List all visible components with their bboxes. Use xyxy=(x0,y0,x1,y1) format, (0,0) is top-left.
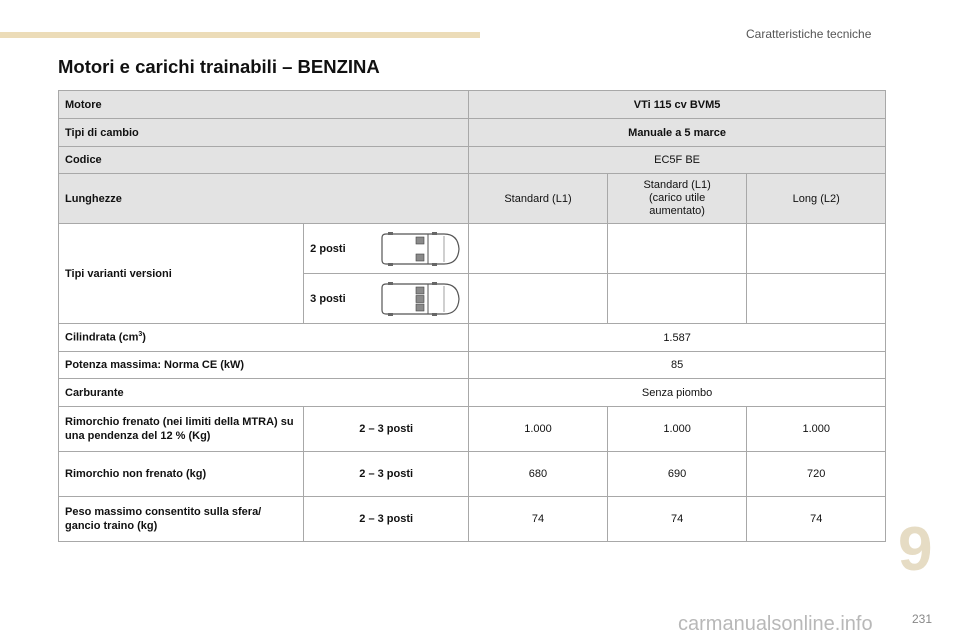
table-row-peso-sfera xyxy=(59,497,886,542)
rimorchio-frenato-value: 1.000 xyxy=(607,407,747,452)
page-title: Motori e carichi trainabili – BENZINA xyxy=(58,56,380,77)
van-3-seats-icon xyxy=(380,279,462,319)
empty-cell xyxy=(607,224,747,274)
section-label: Caratteristiche tecniche xyxy=(746,27,872,41)
carburante-value: Senza piombo xyxy=(469,379,886,407)
rimorchio-non-frenato-label: Rimorchio non frenato (kg) xyxy=(59,452,304,497)
motore-label: Motore xyxy=(59,91,469,119)
rimorchio-frenato-label: Rimorchio frenato (nei limiti della MTRA) su una pendenza del 12 % (Kg) xyxy=(59,407,304,452)
rimorchio-frenato-value: 1.000 xyxy=(469,407,608,452)
lunghezze-col2: Standard (L1) (carico utile aumentato) xyxy=(607,174,747,224)
carburante-label: Carburante xyxy=(59,379,469,407)
watermark: carmanualsonline.info xyxy=(678,613,873,635)
table-row-cambio xyxy=(59,119,886,147)
empty-cell xyxy=(747,224,886,274)
chapter-number: 9 xyxy=(898,515,933,584)
header-accent-bar xyxy=(0,32,480,38)
motore-value: VTi 115 cv BVM5 xyxy=(469,91,886,119)
peso-sfera-value: 74 xyxy=(607,497,747,542)
peso-sfera-value: 74 xyxy=(469,497,608,542)
cambio-value: Manuale a 5 marce xyxy=(469,119,886,147)
rimorchio-non-frenato-value: 680 xyxy=(469,452,608,497)
peso-sfera-value: 74 xyxy=(747,497,886,542)
page-number: 231 xyxy=(912,612,933,626)
varianti-label: Tipi varianti versioni xyxy=(59,224,304,324)
variant-2-posti-label: 2 posti xyxy=(310,242,346,255)
table-row-rimorchio-frenato xyxy=(59,407,886,452)
empty-cell xyxy=(607,274,747,324)
peso-sfera-posti: 2 – 3 posti xyxy=(304,497,469,542)
rimorchio-non-frenato-posti: 2 – 3 posti xyxy=(304,452,469,497)
lunghezze-col1: Standard (L1) xyxy=(469,174,608,224)
table-row-rimorchio-non-frenato xyxy=(59,452,886,497)
potenza-value: 85 xyxy=(469,352,886,379)
codice-value: EC5F BE xyxy=(469,147,886,174)
potenza-label: Potenza massima: Norma CE (kW) xyxy=(59,352,469,379)
rimorchio-frenato-value: 1.000 xyxy=(747,407,886,452)
empty-cell xyxy=(469,224,608,274)
cilindrata-value: 1.587 xyxy=(469,324,886,352)
table-row-lunghezze xyxy=(59,174,886,224)
table-row-potenza xyxy=(59,352,886,379)
table-row-varianti-2 xyxy=(59,224,886,274)
specs-table xyxy=(58,90,886,542)
variant-3-posti-label: 3 posti xyxy=(310,292,346,305)
empty-cell xyxy=(469,274,608,324)
cambio-label: Tipi di cambio xyxy=(59,119,469,147)
rimorchio-non-frenato-value: 720 xyxy=(747,452,886,497)
lunghezze-label: Lunghezze xyxy=(59,174,469,224)
rimorchio-non-frenato-value: 690 xyxy=(607,452,747,497)
variant-3-posti-cell xyxy=(304,274,469,324)
variant-2-posti-cell xyxy=(304,224,469,274)
table-row-motore xyxy=(59,91,886,119)
lunghezze-col3: Long (L2) xyxy=(747,174,886,224)
codice-label: Codice xyxy=(59,147,469,174)
empty-cell xyxy=(747,274,886,324)
table-row-carburante xyxy=(59,379,886,407)
table-row-codice xyxy=(59,147,886,174)
van-2-seats-icon xyxy=(380,229,462,269)
peso-sfera-label: Peso massimo consentito sulla sfera/ gancio traino (kg) xyxy=(59,497,304,542)
rimorchio-frenato-posti: 2 – 3 posti xyxy=(304,407,469,452)
cilindrata-label: Cilindrata $(cm^3)$ xyxy=(59,324,469,352)
table-row-cilindrata xyxy=(59,324,886,352)
